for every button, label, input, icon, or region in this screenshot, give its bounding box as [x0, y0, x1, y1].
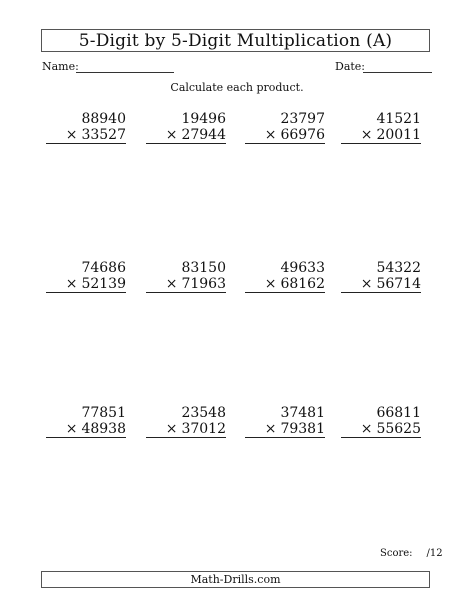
date-label: Date:	[335, 60, 366, 73]
problem-1	[46, 111, 126, 144]
footer	[41, 571, 430, 588]
times-symbol: ×	[360, 127, 373, 143]
multiplier-row	[245, 127, 325, 144]
score-total: /12	[426, 548, 443, 559]
times-symbol: ×	[264, 127, 277, 143]
multiplier: 37012	[181, 421, 226, 437]
problem-8	[341, 260, 421, 293]
multiplier: 48938	[81, 421, 126, 437]
times-symbol: ×	[360, 421, 373, 437]
multiplicand: 74686	[81, 260, 126, 276]
problem-11	[245, 405, 325, 438]
multiplier-row	[146, 276, 226, 293]
multiplier-row	[341, 276, 421, 293]
multiplier: 33527	[81, 127, 126, 143]
problem-7	[245, 260, 325, 293]
problem-6	[146, 260, 226, 293]
times-symbol: ×	[65, 421, 78, 437]
times-symbol: ×	[264, 276, 277, 292]
multiplier-row	[146, 127, 226, 144]
score-label: Score:	[380, 548, 413, 559]
times-symbol: ×	[65, 127, 78, 143]
times-symbol: ×	[65, 276, 78, 292]
multiplicand: 41521	[376, 111, 421, 127]
times-symbol: ×	[165, 127, 178, 143]
multiplier: 79381	[280, 421, 325, 437]
multiplier-row	[46, 421, 126, 438]
multiplier-row	[245, 421, 325, 438]
multiplier: 71963	[181, 276, 226, 292]
multiplier: 68162	[280, 276, 325, 292]
times-symbol: ×	[165, 421, 178, 437]
multiplier: 55625	[376, 421, 421, 437]
multiplicand: 77851	[81, 405, 126, 421]
name-line[interactable]	[76, 72, 174, 73]
problem-5	[46, 260, 126, 293]
multiplier: 66976	[280, 127, 325, 143]
date-line[interactable]	[363, 72, 432, 73]
multiplicand: 66811	[376, 405, 421, 421]
multiplicand: 83150	[181, 260, 226, 276]
times-symbol: ×	[264, 421, 277, 437]
multiplier-row	[46, 276, 126, 293]
problem-3	[245, 111, 325, 144]
problem-9	[46, 405, 126, 438]
multiplier: 56714	[376, 276, 421, 292]
multiplier: 27944	[181, 127, 226, 143]
multiplier-row	[245, 276, 325, 293]
worksheet-title-text: 5-Digit by 5-Digit Multiplication (A)	[78, 30, 393, 51]
multiplier-row	[146, 421, 226, 438]
multiplier-row	[46, 127, 126, 144]
multiplicand: 49633	[280, 260, 325, 276]
instructions: Calculate each product.	[170, 81, 304, 94]
multiplicand: 37481	[280, 405, 325, 421]
times-symbol: ×	[165, 276, 178, 292]
multiplier-row	[341, 127, 421, 144]
problem-12	[341, 405, 421, 438]
multiplier-row	[341, 421, 421, 438]
footer-text: Math-Drills.com	[190, 573, 281, 586]
multiplicand: 19496	[181, 111, 226, 127]
multiplicand: 88940	[81, 111, 126, 127]
times-symbol: ×	[360, 276, 373, 292]
multiplicand: 54322	[376, 260, 421, 276]
problem-2	[146, 111, 226, 144]
multiplier: 52139	[81, 276, 126, 292]
name-label: Name:	[42, 60, 79, 73]
score	[380, 548, 443, 559]
problem-4	[341, 111, 421, 144]
problem-10	[146, 405, 226, 438]
multiplicand: 23548	[181, 405, 226, 421]
worksheet-title	[41, 29, 430, 52]
multiplier: 20011	[376, 127, 421, 143]
multiplicand: 23797	[280, 111, 325, 127]
